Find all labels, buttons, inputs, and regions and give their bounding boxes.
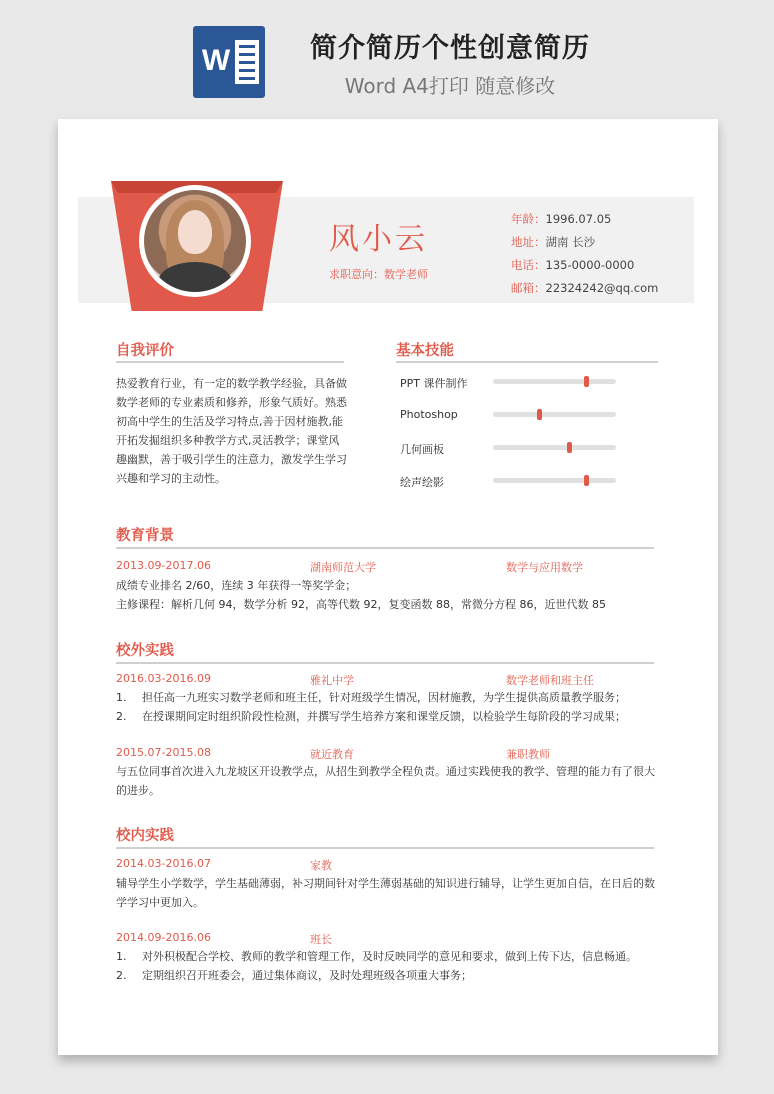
internal-role: 班长 <box>310 933 332 946</box>
avatar-photo <box>144 190 246 292</box>
internal-description: 辅导学生小学数学，学生基础薄弱，补习期间针对学生薄弱基础的知识进行辅导，让学生更加自信，在日后的数 学学习中更加入。 <box>116 877 655 909</box>
list-item: 2. 在授课期间定时组织阶段性检测，并撰写学生培养方案和课堂反馈，以检验学生每阶段的学习成果； <box>116 710 626 723</box>
internal-duties <box>116 947 676 985</box>
section-divider <box>116 547 654 549</box>
section-title-external: 校外实践 <box>116 643 174 659</box>
skill-level-marker <box>584 475 589 486</box>
skill-level-marker <box>567 442 572 453</box>
info-email: 邮箱：22324242@qq.com <box>511 281 659 295</box>
skill-bar <box>493 478 616 483</box>
external-role: 兼职教师 <box>506 748 550 761</box>
internal-role: 家教 <box>310 859 332 872</box>
internal-period: 2014.09-2016.06 <box>116 931 211 944</box>
skill-bar <box>493 445 616 450</box>
external-period: 2015.07-2015.08 <box>116 746 211 759</box>
section-divider <box>116 361 344 363</box>
skill-bar <box>493 379 616 384</box>
external-duties <box>116 688 676 726</box>
list-item: 2. 定期组织召开班委会，通过集体商议，及时处理班级各项重大事务； <box>116 969 472 982</box>
section-title-internal: 校内实践 <box>116 828 174 844</box>
banner <box>0 0 774 110</box>
banner-subtitle: Word A4打印 随意修改 <box>344 74 556 98</box>
job-objective: 求职意向：数学老师 <box>329 268 428 281</box>
list-item: 1. 对外积极配合学校、教师的教学和管理工作，及时反映同学的意见和要求，做到上传下达，信息畅通。 <box>116 950 637 963</box>
word-logo-letter: W <box>201 44 231 77</box>
candidate-name: 风小云 <box>329 222 428 257</box>
section-divider <box>116 847 654 849</box>
external-period: 2016.03-2016.09 <box>116 672 211 685</box>
section-title-education: 教育背景 <box>116 528 174 544</box>
skill-bar <box>493 412 616 417</box>
word-logo-icon <box>193 26 265 98</box>
skill-label: PPT 课件制作 <box>400 377 468 390</box>
skill-label: 绘声绘影 <box>400 476 444 489</box>
info-phone: 电话：135-0000-0000 <box>511 258 635 272</box>
internal-period: 2014.03-2016.07 <box>116 857 211 870</box>
section-divider <box>396 361 658 363</box>
personal-info <box>511 211 658 303</box>
education-major: 数学与应用数学 <box>506 561 583 574</box>
external-org: 就近教育 <box>310 748 354 761</box>
skill-level-marker <box>537 409 542 420</box>
resume-page <box>58 119 718 1055</box>
skill-level-marker <box>584 376 589 387</box>
section-divider <box>116 662 654 664</box>
info-address: 地址：湖南 长沙 <box>511 235 596 249</box>
section-title-skills: 基本技能 <box>396 343 454 359</box>
external-description: 与五位同事首次进入九龙坡区开设教学点，从招生到教学全程负责。通过实践使我的教学、管理的能力有了很大 的进步。 <box>116 765 655 797</box>
education-period: 2013.09-2017.06 <box>116 559 211 572</box>
section-title-self-eval: 自我评价 <box>116 343 174 359</box>
info-age: 年龄：1996.07.05 <box>511 212 612 226</box>
external-role: 数学老师和班主任 <box>506 674 594 687</box>
self-eval-text: 热爱教育行业，有一定的数学教学经验，具备做 数学老师的专业素质和修养，形象气质好。熟悉 初高中学生的生活及学习特点,善于因材施教,能 开拓发掘组织多种教学方式,灵活教学；课堂风 趣幽默，善于吸引学生的注意力，激发学生学习 兴趣和学习的主动性。 <box>116 377 347 485</box>
skill-label: 几何画板 <box>400 443 444 456</box>
list-item: 1. 担任高一九班实习数学老师和班主任，针对班级学生情况，因材施教，为学生提供高质量教学服务； <box>116 691 626 704</box>
education-school: 湖南师范大学 <box>310 561 376 574</box>
word-logo-lines <box>235 40 259 84</box>
education-details: 成绩专业排名 2/60，连续 3 年获得一等奖学金； 主修课程：解析几何 94，数学分析 92，高等代数 92，复变函数 88，常微分方程 86，近世代数 85 <box>116 579 606 611</box>
skill-label: Photoshop <box>400 408 458 421</box>
avatar <box>139 185 251 297</box>
banner-title: 简介简历个性创意简历 <box>310 33 590 64</box>
external-org: 雅礼中学 <box>310 674 354 687</box>
